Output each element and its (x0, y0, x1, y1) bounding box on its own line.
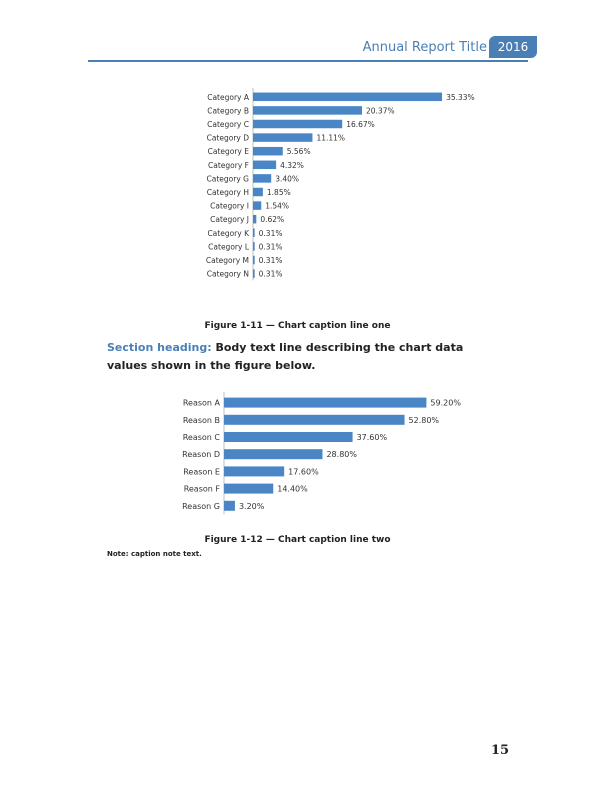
figure-note: Note: caption note text. (107, 550, 202, 558)
bar (253, 256, 255, 265)
category-label: Category A (207, 92, 249, 102)
category-label: Category I (210, 201, 249, 211)
bar (253, 201, 261, 210)
data-label: 52.80% (408, 415, 440, 425)
bar (253, 188, 263, 197)
bar (253, 242, 255, 251)
category-label: Category E (207, 147, 249, 157)
category-label: Category H (206, 188, 249, 197)
data-label: 28.80% (326, 450, 357, 460)
data-label: 20.37% (366, 106, 395, 116)
paragraph-text: Body text line describing the chart data values shown in the figure below. (107, 341, 464, 372)
header-rule (88, 60, 528, 62)
category-label: Category L (208, 242, 249, 252)
data-label: 17.60% (288, 467, 319, 477)
chart-reasons (0, 390, 595, 520)
data-label: 1.54% (265, 201, 290, 211)
data-label: 35.33% (446, 92, 475, 102)
data-label: 3.20% (238, 501, 265, 511)
bar (253, 106, 362, 115)
data-label: 11.11% (316, 133, 346, 143)
chart-reasons-svg (0, 390, 595, 520)
bar (253, 93, 442, 102)
header-year-badge: 2016 (489, 36, 537, 58)
category-label: Category G (206, 174, 249, 184)
paragraph-lead: Section heading: (107, 341, 212, 354)
category-label: Category N (206, 269, 249, 279)
category-label: Category D (206, 133, 249, 143)
category-label: Reason B (182, 415, 220, 425)
figure-caption-2: Figure 1-12 — Chart caption line two (204, 535, 391, 545)
bar (253, 215, 256, 224)
category-label: Category B (207, 106, 249, 116)
bar (253, 120, 342, 129)
category-label: Reason C (182, 433, 220, 442)
header-title: Annual Report Title (362, 40, 487, 55)
bar (253, 269, 255, 278)
figure-caption-1: Figure 1-11 — Chart caption line one (204, 321, 391, 331)
chart-industry-svg (0, 86, 595, 286)
category-label: Reason A (182, 398, 220, 408)
data-label: 0.31% (258, 256, 283, 265)
data-label: 14.40% (277, 484, 308, 494)
bar (253, 147, 283, 156)
bar (224, 432, 353, 442)
bar (224, 466, 284, 476)
data-label: 59.20% (430, 398, 461, 408)
data-label: 37.60% (356, 433, 388, 442)
bar (224, 398, 426, 408)
data-label: 0.62% (260, 215, 285, 225)
data-label: 1.85% (266, 188, 291, 197)
category-label: Reason E (183, 467, 220, 477)
data-label: 0.31% (258, 242, 283, 252)
bar (253, 133, 312, 142)
bar (253, 174, 271, 183)
category-label: Category K (207, 228, 249, 238)
reason-paragraph (107, 339, 507, 375)
category-label: Category C (207, 120, 249, 129)
chart-industry-distribution (0, 86, 595, 286)
bar (224, 415, 405, 425)
data-label: 3.40% (275, 174, 300, 184)
data-label: 5.56% (286, 147, 311, 157)
bar (224, 501, 235, 511)
data-label: 4.32% (280, 160, 304, 170)
bar (253, 161, 276, 170)
data-label: 16.67% (346, 120, 375, 129)
data-label: 0.31% (258, 269, 283, 279)
page-number: 15 (491, 743, 510, 758)
category-label: Reason D (182, 450, 220, 460)
category-label: Reason F (183, 484, 220, 494)
data-label: 0.31% (258, 228, 283, 238)
bar (224, 449, 322, 459)
category-label: Reason G (182, 501, 220, 511)
bar (224, 484, 273, 494)
category-label: Category M (205, 256, 249, 265)
category-label: Category F (208, 160, 249, 170)
bar (253, 229, 255, 238)
page-header (0, 40, 595, 66)
category-label: Category J (210, 215, 249, 225)
